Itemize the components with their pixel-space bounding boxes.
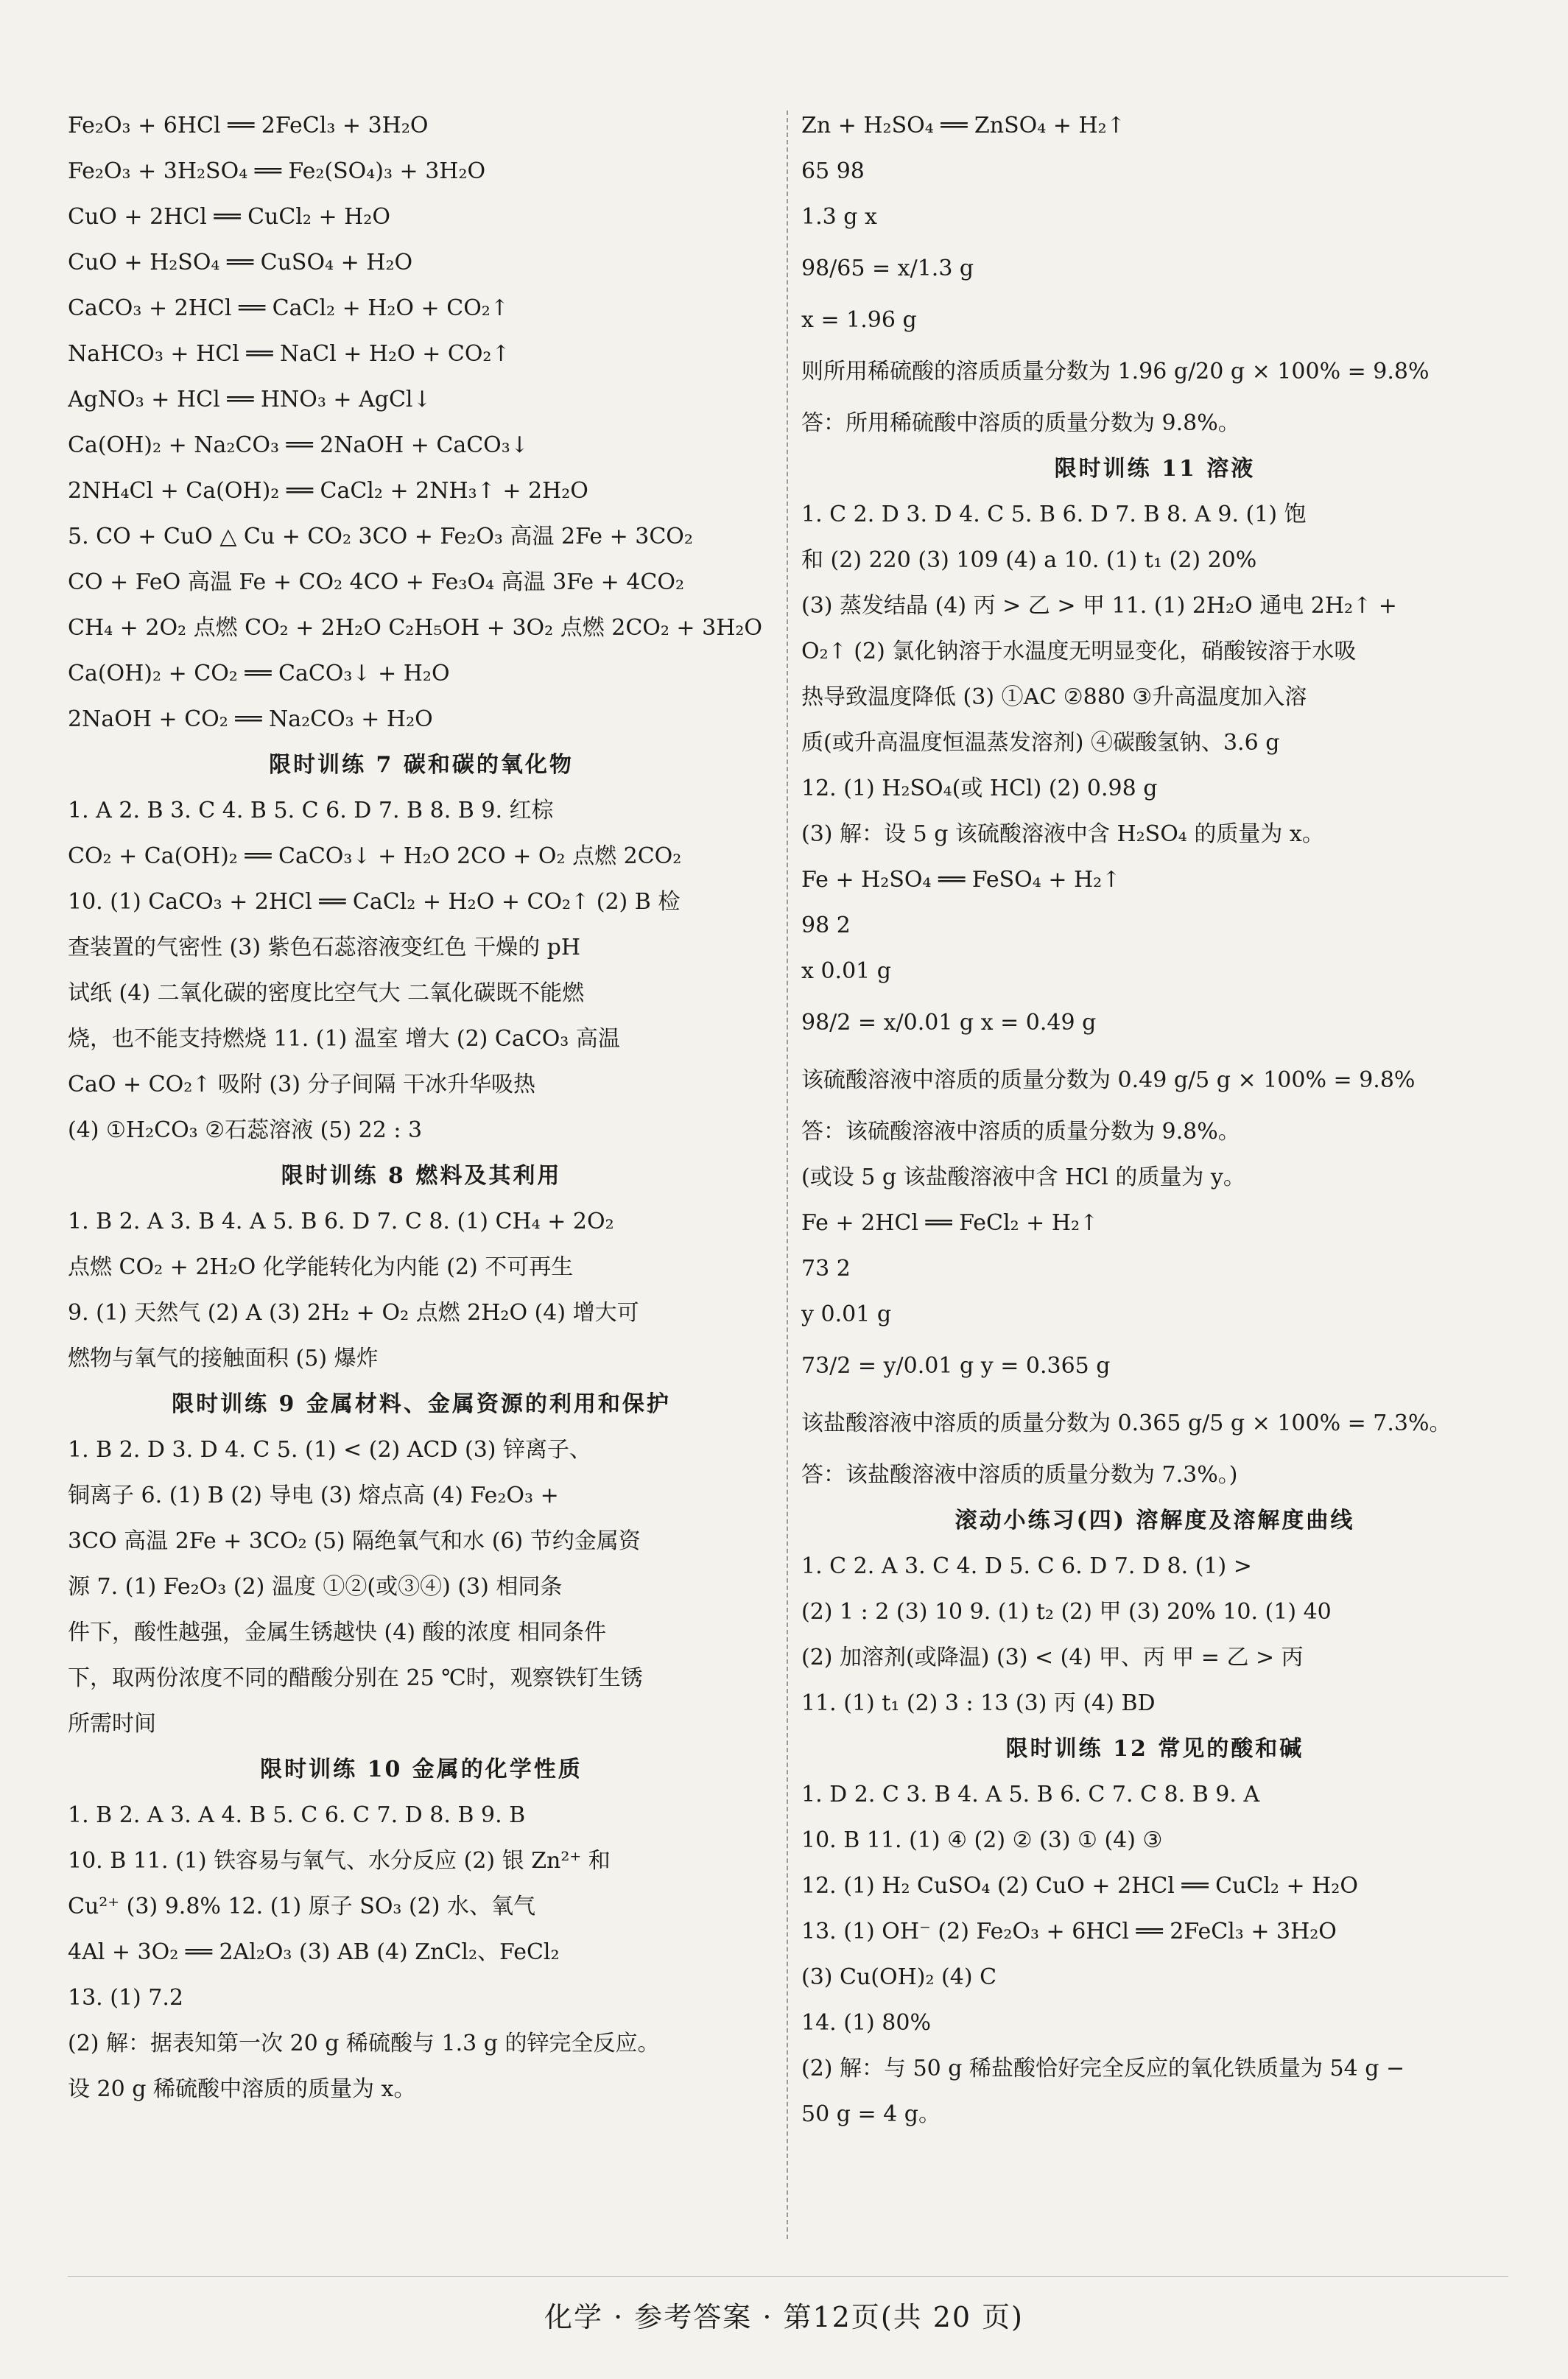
left-equation-line: CO₂ + Ca(OH)₂ ══ CaCO₃↓ + H₂O 2CO + O₂ 点燃 2CO₂ [68, 843, 682, 869]
right-section-heading: 限时训练 11 溶液 [1054, 456, 1256, 482]
right-calculation-line: 65 98 [801, 158, 865, 184]
right-equation-line: Fe + H₂SO₄ ══ FeSO₄ + H₂↑ [801, 867, 1121, 893]
left-section-heading: 限时训练 9 金属材料、金属资源的利用和保护 [172, 1391, 671, 1417]
left-equation-line: CuO + H₂SO₄ ══ CuSO₄ + H₂O [68, 250, 413, 275]
right-answer-line: (或设 5 g 该盐酸溶液中含 HCl 的质量为 y。 [801, 1164, 1245, 1190]
right-answer-line: 热导致温度降低 (3) ①AC ②880 ③升高温度加入溶 [801, 684, 1307, 710]
right-answer-line: (3) Cu(OH)₂ (4) C [801, 1964, 997, 1990]
left-equation-line: CaCO₃ + 2HCl ══ CaCl₂ + H₂O + CO₂↑ [68, 295, 509, 321]
left-equation-line: 2NH₄Cl + Ca(OH)₂ ══ CaCl₂ + 2NH₃↑ + 2H₂O [68, 478, 588, 504]
right-answer-line: (3) 解：设 5 g 该硫酸溶液中含 H₂SO₄ 的质量为 x。 [801, 821, 1324, 847]
left-equation-line: 2NaOH + CO₂ ══ Na₂CO₃ + H₂O [68, 706, 433, 732]
right-fraction-line: 98/2 = x/0.01 g x = 0.49 g [801, 1010, 1097, 1036]
left-answer-line: 9. (1) 天然气 (2) A (3) 2H₂ + O₂ 点燃 2H₂O (4) 增大可 [68, 1300, 639, 1326]
right-answer-line: 质(或升高温度恒温蒸发溶剂) ④碳酸氢钠、3.6 g [801, 730, 1280, 756]
right-answer-line: (2) 加溶剂(或降温) (3) < (4) 甲、丙 甲 = 乙 > 丙 [801, 1645, 1304, 1670]
right-answer-line: 11. (1) t₁ (2) 3 : 13 (3) 丙 (4) BD [801, 1690, 1156, 1716]
right-answer-line: (3) 蒸发结晶 (4) 丙 > 乙 > 甲 11. (1) 2H₂O 通电 2H₂↑ + [801, 593, 1397, 619]
column-divider [787, 110, 788, 2239]
right-calculation-line: x = 1.96 g [801, 307, 917, 333]
right-answer-line: 1. D 2. C 3. B 4. A 5. B 6. C 7. C 8. B 9. A [801, 1782, 1260, 1807]
right-section-heading: 滚动小练习(四) 溶解度及溶解度曲线 [954, 1508, 1355, 1533]
right-answer-line: 12. (1) H₂ CuSO₄ (2) CuO + 2HCl ══ CuCl₂ + H₂O [801, 1873, 1358, 1899]
right-column [801, 103, 1508, 2137]
right-calculation-line: 98 2 [801, 913, 851, 938]
left-equation-line: Fe₂O₃ + 6HCl ══ 2FeCl₃ + 3H₂O [68, 113, 429, 138]
left-answer-line: 所需时间 [68, 1711, 156, 1737]
left-answer-line: 件下，酸性越强，金属生锈越快 (4) 酸的浓度 相同条件 [68, 1620, 607, 1645]
left-answer-line: 4Al + 3O₂ ══ 2Al₂O₃ (3) AB (4) ZnCl₂、FeCl₂ [68, 1939, 560, 1965]
right-fraction-line: 98/65 = x/1.3 g [801, 256, 974, 281]
right-answer-line: 答：所用稀硫酸中溶质的质量分数为 9.8%。 [801, 410, 1240, 436]
right-answer-line: 1. C 2. D 3. D 4. C 5. B 6. D 7. B 8. A 9. (1) 饱 [801, 502, 1307, 527]
left-answer-line: 烧，也不能支持燃烧 11. (1) 温室 增大 (2) CaCO₃ 高温 [68, 1026, 620, 1052]
right-calculation-line: 1.3 g x [801, 204, 877, 230]
left-answer-line: Cu²⁺ (3) 9.8% 12. (1) 原子 SO₃ (2) 水、氧气 [68, 1894, 536, 1919]
right-fraction-line: 73/2 = y/0.01 g y = 0.365 g [801, 1353, 1111, 1379]
right-answer-line: (2) 1 : 2 (3) 10 9. (1) t₂ (2) 甲 (3) 20% 10. (1) 40 [801, 1599, 1332, 1625]
right-answer-line: (2) 解：与 50 g 稀盐酸恰好完全反应的氧化铁质量为 54 g − [801, 2056, 1405, 2081]
left-answer-line: 10. B 11. (1) 铁容易与氧气、水分反应 (2) 银 Zn²⁺ 和 [68, 1848, 611, 1874]
right-answer-line: 答：该硫酸溶液中溶质的质量分数为 9.8%。 [801, 1119, 1240, 1145]
left-answer-line: 下，取两份浓度不同的醋酸分别在 25 ℃时，观察铁钉生锈 [68, 1665, 643, 1691]
left-equation-line: Ca(OH)₂ + CO₂ ══ CaCO₃↓ + H₂O [68, 661, 450, 686]
left-answer-line: 源 7. (1) Fe₂O₃ (2) 温度 ①②(或③④) (3) 相同条 [68, 1574, 563, 1600]
left-equation-line: AgNO₃ + HCl ══ HNO₃ + AgCl↓ [68, 387, 432, 412]
left-column [68, 103, 775, 2112]
left-answer-line: 铜离子 6. (1) B (2) 导电 (3) 熔点高 (4) Fe₂O₃ + [68, 1483, 559, 1508]
right-equation-line: Zn + H₂SO₄ ══ ZnSO₄ + H₂↑ [801, 113, 1125, 138]
right-calculation-line: x 0.01 g [801, 958, 891, 984]
left-answer-line: 设 20 g 稀硫酸中溶质的质量为 x。 [68, 2076, 416, 2102]
right-answer-line: 14. (1) 80% [801, 2010, 931, 2036]
right-answer-line: 10. B 11. (1) ④ (2) ② (3) ① (4) ③ [801, 1827, 1163, 1853]
left-section-heading: 限时训练 8 燃料及其利用 [281, 1163, 562, 1189]
left-answer-line: CaO + CO₂↑ 吸附 (3) 分子间隔 干冰升华吸热 [68, 1072, 535, 1097]
left-answer-line: 1. A 2. B 3. C 4. B 5. C 6. D 7. B 8. B 9. 红棕 [68, 798, 554, 823]
left-answer-line: 3CO 高温 2Fe + 3CO₂ (5) 隔绝氧气和水 (6) 节约金属资 [68, 1528, 641, 1554]
left-answer-line: 点燃 CO₂ + 2H₂O 化学能转化为内能 (2) 不可再生 [68, 1254, 574, 1280]
right-answer-line: 和 (2) 220 (3) 109 (4) a 10. (1) t₁ (2) 20% [801, 547, 1257, 573]
right-answer-line: O₂↑ (2) 氯化钠溶于水温度无明显变化，硝酸铵溶于水吸 [801, 639, 1357, 664]
left-answer-line: 燃物与氧气的接触面积 (5) 爆炸 [68, 1346, 379, 1371]
left-section-heading: 限时训练 10 金属的化学性质 [260, 1757, 583, 1782]
right-answer-line: 12. (1) H₂SO₄(或 HCl) (2) 0.98 g [801, 776, 1158, 801]
left-equation-line: NaHCO₃ + HCl ══ NaCl + H₂O + CO₂↑ [68, 341, 510, 367]
left-equation-line: CuO + 2HCl ══ CuCl₂ + H₂O [68, 204, 390, 230]
left-answer-line: 1. B 2. D 3. D 4. C 5. (1) < (2) ACD (3) 锌离子、 [68, 1437, 592, 1463]
left-answer-line: 1. B 2. A 3. B 4. A 5. B 6. D 7. C 8. (1) CH₄ + 2O₂ [68, 1209, 614, 1234]
left-answer-line: 13. (1) 7.2 [68, 1985, 183, 2011]
right-equation-line: Fe + 2HCl ══ FeCl₂ + H₂↑ [801, 1210, 1099, 1236]
right-answer-line: 13. (1) OH⁻ (2) Fe₂O₃ + 6HCl ══ 2FeCl₃ + 3H₂O [801, 1919, 1337, 1944]
page-footer: 化学 · 参考答案 · 第12页(共 20 页) [544, 2301, 1024, 2333]
left-equation-line: Fe₂O₃ + 3H₂SO₄ ══ Fe₂(SO₄)₃ + 3H₂O [68, 158, 486, 184]
right-calculation-line: 73 2 [801, 1256, 851, 1282]
left-equation-line: CH₄ + 2O₂ 点燃 CO₂ + 2H₂O C₂H₅OH + 3O₂ 点燃 2CO₂ + 3H₂O [68, 615, 762, 641]
left-equation-line: CO + FeO 高温 Fe + CO₂ 4CO + Fe₃O₄ 高温 3Fe + 4CO₂ [68, 569, 684, 595]
left-section-heading: 限时训练 7 碳和碳的氧化物 [269, 752, 574, 778]
left-answer-line: 试纸 (4) 二氧化碳的密度比空气大 二氧化碳既不能燃 [68, 980, 585, 1006]
left-equation-line: 5. CO + CuO △ Cu + CO₂ 3CO + Fe₂O₃ 高温 2Fe + 3CO₂ [68, 524, 693, 549]
right-fraction-line: 该硫酸溶液中溶质的质量分数为 0.49 g/5 g × 100% = 9.8% [801, 1067, 1416, 1093]
right-calculation-line: y 0.01 g [801, 1301, 892, 1327]
right-answer-line: 答：该盐酸溶液中溶质的质量分数为 7.3%。) [801, 1462, 1238, 1488]
left-answer-line: (2) 解：据表知第一次 20 g 稀硫酸与 1.3 g 的锌完全反应。 [68, 2031, 660, 2056]
right-fraction-line: 则所用稀硫酸的溶质质量分数为 1.96 g/20 g × 100% = 9.8% [801, 359, 1430, 384]
left-answer-line: (4) ①H₂CO₃ ②石蕊溶液 (5) 22 : 3 [68, 1117, 423, 1143]
footer-rule [68, 2276, 1508, 2277]
left-answer-line: 1. B 2. A 3. A 4. B 5. C 6. C 7. D 8. B 9. B [68, 1802, 526, 1828]
right-fraction-line: 该盐酸溶液中溶质的质量分数为 0.365 g/5 g × 100% = 7.3%。 [801, 1410, 1452, 1436]
left-answer-line: 10. (1) CaCO₃ + 2HCl ══ CaCl₂ + H₂O + CO₂↑ (2) B 检 [68, 889, 681, 915]
right-answer-line: 1. C 2. A 3. C 4. D 5. C 6. D 7. D 8. (1) > [801, 1553, 1252, 1579]
right-answer-line: 50 g = 4 g。 [801, 2101, 941, 2127]
left-equation-line: Ca(OH)₂ + Na₂CO₃ ══ 2NaOH + CaCO₃↓ [68, 432, 529, 458]
right-section-heading: 限时训练 12 常见的酸和碱 [1005, 1736, 1304, 1762]
left-answer-line: 查装置的气密性 (3) 紫色石蕊溶液变红色 干燥的 pH [68, 935, 581, 960]
